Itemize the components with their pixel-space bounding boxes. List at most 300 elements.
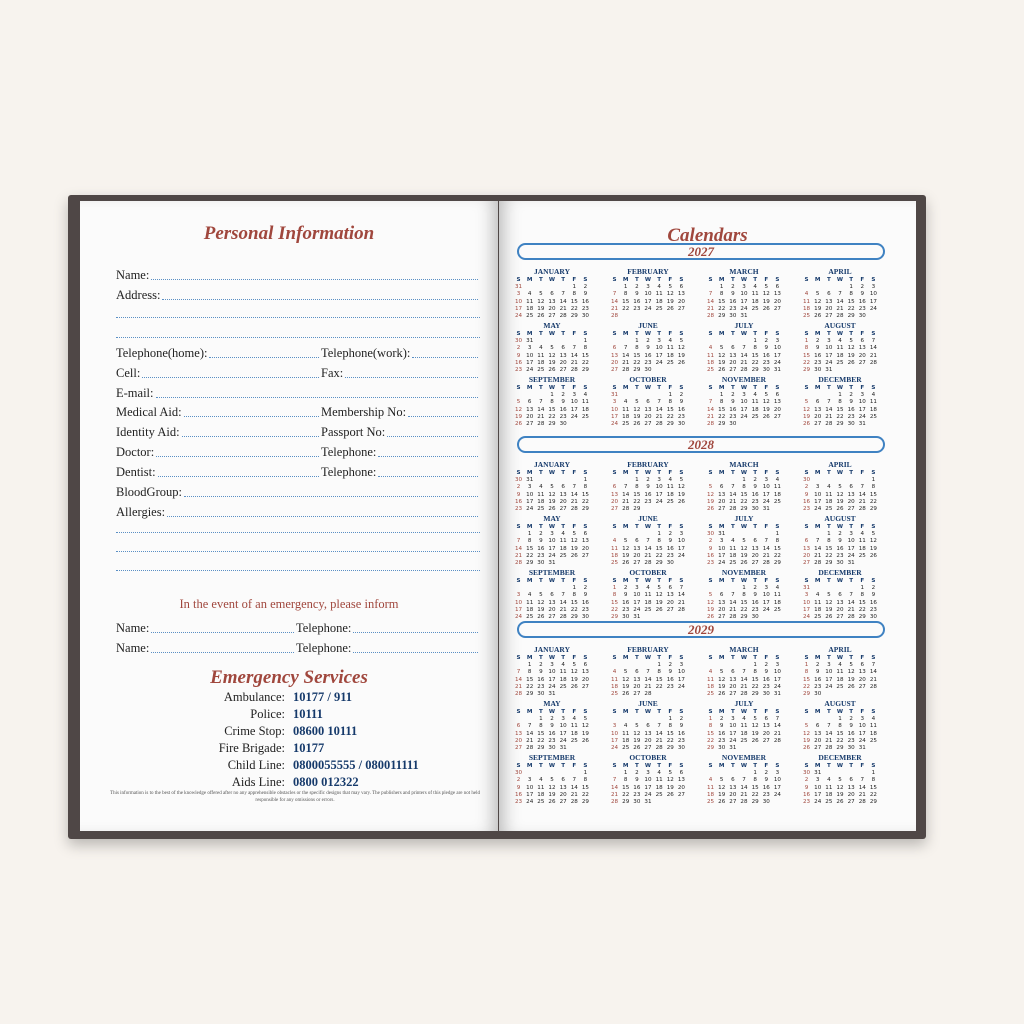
week-row: 14 15 16 17 18 19 20 — [611, 784, 685, 791]
week-row: 16 17 18 19 20 21 22 — [803, 791, 877, 798]
week-row: 30 31 1 — [515, 338, 588, 345]
month-calendar — [705, 699, 783, 752]
week-row: 28 29 30 31 — [515, 560, 556, 567]
week-row: 9 10 11 12 13 14 15 — [804, 491, 877, 498]
contact-name-field[interactable] — [151, 649, 294, 653]
week-row: 18 19 20 21 22 23 24 — [611, 683, 685, 690]
membership-label: Membership No: — [321, 405, 407, 419]
month-name: OCTOBER — [629, 375, 667, 384]
doctor-telephone-label: Telephone: — [321, 445, 377, 459]
week-row: 1 2 3 4 — [838, 716, 876, 723]
week-row: 21 22 23 24 25 26 27 — [515, 683, 589, 690]
passport-field[interactable] — [387, 433, 478, 437]
week-row: 16 17 18 19 20 21 22 — [515, 791, 589, 798]
fax-field[interactable] — [345, 374, 478, 378]
telephone-row — [116, 344, 480, 361]
week-row: 1 2 3 — [753, 338, 780, 345]
week-row: 26 27 28 29 30 31 — [803, 745, 866, 752]
week-row: 2 3 4 5 6 7 8 — [516, 345, 588, 352]
address-field[interactable]: Address: — [116, 286, 480, 303]
contact-telephone-field[interactable] — [353, 649, 478, 653]
doctor-field[interactable] — [156, 453, 319, 457]
medical-aid-label: Medical Aid: — [116, 405, 182, 419]
week-row: 1 2 3 4 5 6 7 — [804, 662, 876, 669]
allergies-line-2[interactable] — [116, 532, 480, 533]
week-row: 27 28 29 30 31 — [803, 560, 855, 567]
week-row: 27 28 29 30 — [611, 367, 652, 374]
week-row: 27 28 29 30 31 — [515, 745, 567, 752]
service-row — [80, 707, 498, 724]
week-row: 1 2 3 4 5 6 — [719, 392, 780, 399]
dentist-telephone-field[interactable] — [378, 473, 478, 477]
week-row: 10 11 12 13 14 15 16 — [611, 406, 685, 413]
weekday-header: S M T W T F S — [804, 578, 876, 584]
weekday-header: S M T W T F S — [804, 655, 876, 661]
address-line-3[interactable] — [116, 337, 480, 338]
week-row: 2 3 4 5 6 7 8 — [516, 777, 588, 784]
week-row: 18 19 20 21 22 23 24 — [803, 305, 877, 312]
weekday-header: S M T W T F S — [516, 277, 588, 283]
month-calendar — [513, 321, 591, 374]
week-row: 19 20 21 22 23 24 25 — [803, 737, 877, 744]
weekday-header: S M T W T F S — [708, 470, 780, 476]
week-row: 6 7 8 9 10 11 12 — [612, 484, 685, 491]
medical-aid-field[interactable] — [184, 413, 319, 417]
week-row: 9 10 11 12 13 14 15 — [516, 491, 589, 498]
week-row: 3 4 5 6 7 8 9 — [612, 399, 684, 406]
week-row: 20 21 22 23 24 25 26 — [611, 359, 685, 366]
week-row: 14 15 16 17 18 19 20 — [707, 298, 781, 305]
month-name: DECEMBER — [818, 753, 862, 762]
week-row: 5 6 7 8 9 10 11 — [708, 592, 781, 599]
week-row: 24 25 26 27 28 29 30 — [515, 313, 589, 320]
month-name: MARCH — [729, 267, 759, 276]
contact-name-label: Name: — [116, 621, 150, 635]
week-row: 17 18 19 20 21 22 23 — [515, 606, 589, 613]
week-row: 2 3 4 5 6 7 8 — [516, 484, 588, 491]
allergies-field[interactable]: Allergies: — [116, 503, 480, 520]
week-row: 7 8 9 10 11 12 13 — [612, 777, 685, 784]
month-name: OCTOBER — [629, 753, 667, 762]
passport-label: Passport No: — [321, 425, 386, 439]
week-row: 7 8 9 10 11 12 13 — [708, 291, 781, 298]
week-row: 9 10 11 12 13 14 15 — [516, 784, 589, 791]
week-row: 16 17 18 19 20 21 22 — [515, 359, 589, 366]
service-label: Police: — [250, 707, 285, 721]
week-row: 1 2 3 4 — [742, 477, 780, 484]
week-row: 23 24 25 26 27 28 29 — [515, 799, 589, 806]
doctor-label: Doctor: — [116, 445, 155, 459]
week-row: 18 19 20 21 22 23 24 — [707, 359, 781, 366]
weekday-header: S M T W T F S — [708, 578, 780, 584]
week-row: 13 14 15 16 17 18 19 — [515, 730, 589, 737]
week-row: 28 29 30 31 — [707, 313, 748, 320]
weekday-header: S M T W T F S — [708, 277, 780, 283]
week-row: 15 16 17 18 19 20 21 — [611, 599, 685, 606]
week-row: 19 20 21 22 23 24 25 — [515, 413, 589, 420]
contact-telephone-field[interactable] — [353, 629, 478, 633]
weekday-header: S M T W T F S — [708, 331, 780, 337]
week-row: 24 25 26 27 28 29 30 — [515, 614, 589, 621]
week-row: 12 13 14 15 16 17 18 — [803, 406, 877, 413]
emergency-services-title: Emergency Services — [210, 667, 368, 688]
service-number: 10177 — [293, 741, 325, 755]
week-row: 7 8 9 10 11 12 13 — [708, 399, 781, 406]
week-row: 22 23 24 25 26 27 28 — [803, 683, 877, 690]
week-row: 19 20 21 22 23 24 25 — [707, 606, 781, 613]
week-row: 4 5 6 7 8 9 10 — [612, 669, 685, 676]
telephone-home-field[interactable] — [209, 354, 319, 358]
disclaimer-text: This information is to the best of the knowledge offered after no any apprehensible obstacles or the specific designs that may vary. The publishers and printers of this pledge are not held responsible for any omissions or errors. — [110, 791, 480, 803]
medical-row — [116, 403, 480, 420]
week-row: 10 11 12 13 14 15 16 — [611, 730, 685, 737]
week-row: 12 13 14 15 16 17 18 — [515, 406, 589, 413]
week-row: 3 4 5 6 7 8 9 — [516, 592, 588, 599]
month-name: MARCH — [729, 645, 759, 654]
service-label: Crime Stop: — [224, 724, 285, 738]
weekday-header: S M T W T F S — [516, 763, 588, 769]
identity-field[interactable] — [182, 433, 319, 437]
contact-name-label: Name: — [116, 641, 150, 655]
week-row: 27 28 29 — [611, 506, 641, 513]
week-row: 30 1 — [803, 477, 876, 484]
identity-row — [116, 423, 480, 440]
week-row: 23 24 25 26 27 28 29 — [803, 506, 877, 513]
week-row: 26 27 28 29 30 — [515, 421, 567, 428]
week-row: 28 29 30 31 — [515, 691, 556, 698]
week-row: 25 26 27 28 29 30 — [611, 560, 674, 567]
service-label: Child Line: — [227, 758, 285, 772]
week-row: 21 22 23 24 25 26 27 — [611, 305, 685, 312]
week-row: 21 22 23 24 25 26 27 — [611, 791, 685, 798]
week-row: 14 15 16 17 18 19 20 — [515, 676, 589, 683]
week-row: 10 11 12 13 14 15 16 — [803, 599, 877, 606]
week-row: 1 2 3 4 5 6 — [719, 284, 780, 291]
weekday-header: S M T W T F S — [612, 277, 684, 283]
service-label: Fire Brigade: — [218, 741, 285, 755]
week-row: 24 25 26 27 28 29 30 — [803, 614, 877, 621]
weekday-header: S M T W T F S — [612, 763, 684, 769]
weekday-header: S M T W T F S — [804, 470, 876, 476]
month-name: DECEMBER — [818, 568, 862, 577]
week-row: 21 22 23 24 25 26 27 — [707, 413, 781, 420]
service-row — [80, 724, 498, 741]
week-row: 13 14 15 16 17 18 19 — [611, 491, 685, 498]
week-row: 24 25 26 27 28 29 30 — [611, 421, 685, 428]
week-row: 12 13 14 15 16 17 18 — [707, 491, 781, 498]
week-row: 23 24 25 26 27 28 29 — [707, 560, 781, 567]
month-name: JANUARY — [534, 267, 570, 276]
month-calendar — [513, 645, 591, 698]
month-calendar — [801, 645, 879, 698]
month-name: APRIL — [828, 267, 852, 276]
weekday-header: S M T W T F S — [612, 385, 684, 391]
week-row: 1 2 3 4 5 — [635, 477, 684, 484]
cell-label: Cell: — [116, 366, 141, 380]
month-calendar — [609, 460, 687, 513]
service-number: 10177 / 911 — [293, 690, 353, 704]
week-row: 5 6 7 8 9 10 11 — [516, 399, 589, 406]
week-row: 1 2 3 4 5 6 7 — [612, 585, 684, 592]
week-row: 29 30 31 — [707, 745, 737, 752]
service-label: Ambulance: — [223, 690, 285, 704]
weekday-header: S M T W T F S — [516, 385, 588, 391]
week-row: 16 17 18 19 20 21 22 — [803, 498, 877, 505]
dentist-field[interactable] — [158, 473, 319, 477]
month-name: SEPTEMBER — [528, 375, 576, 384]
week-row: 3 4 5 6 7 8 9 — [612, 723, 684, 730]
month-calendar — [801, 375, 879, 428]
weekday-header: S M T W T F S — [708, 655, 780, 661]
week-row: 14 15 16 17 18 19 20 — [515, 545, 589, 552]
week-row: 1 2 3 4 5 6 — [527, 531, 588, 538]
membership-field[interactable] — [408, 413, 478, 417]
month-name: NOVEMBER — [721, 753, 767, 762]
week-row: 6 7 8 9 10 11 12 — [516, 723, 589, 730]
week-row: 29 30 31 — [803, 367, 833, 374]
service-number: 08600 10111 — [293, 724, 358, 738]
month-calendar — [609, 375, 687, 428]
month-name: JUNE — [638, 514, 658, 523]
week-row: 3 4 5 6 7 8 9 — [804, 592, 876, 599]
month-name: AUGUST — [824, 514, 856, 523]
week-row: 2 3 4 5 6 7 8 — [708, 538, 780, 545]
month-name: JANUARY — [534, 645, 570, 654]
month-calendar — [513, 267, 591, 320]
dentist-row — [116, 463, 480, 480]
week-row: 13 14 15 16 17 18 19 — [803, 545, 877, 552]
name-field[interactable]: Name: — [116, 266, 480, 283]
month-calendar — [609, 645, 687, 698]
year-header-2027: 2027 — [517, 243, 885, 260]
week-row: 18 19 20 21 22 23 24 — [707, 791, 781, 798]
week-row: 28 29 30 — [707, 421, 737, 428]
weekday-header: S M T W T F S — [708, 385, 780, 391]
dentist-label: Dentist: — [116, 465, 156, 479]
weekday-header: S M T W T F S — [516, 709, 588, 715]
week-row: 1 2 3 4 — [742, 585, 780, 592]
week-row: 25 26 27 28 29 30 31 — [707, 691, 781, 698]
service-number: 0800 012322 — [293, 775, 359, 789]
weekday-header: S M T W T F S — [612, 655, 684, 661]
weekday-header: S M T W T F S — [708, 763, 780, 769]
week-row: 1 2 3 — [657, 531, 684, 538]
contact-telephone-label: Telephone: — [296, 641, 352, 655]
allergies-line-4[interactable] — [116, 570, 480, 571]
month-calendar — [609, 699, 687, 752]
week-row: 17 18 19 20 21 22 23 — [515, 305, 589, 312]
address-line-2[interactable] — [116, 317, 480, 318]
weekday-header: S M T W T F S — [708, 524, 780, 530]
month-calendar — [609, 568, 687, 621]
week-row: 2 3 4 5 6 7 8 — [804, 484, 876, 491]
weekday-header: S M T W T F S — [516, 331, 588, 337]
week-row: 4 5 6 7 8 9 10 — [804, 291, 877, 298]
week-row: 1 2 3 — [657, 662, 684, 669]
calendars-title: Calendars — [667, 225, 748, 246]
week-row: 7 8 9 10 11 12 13 — [516, 669, 589, 676]
month-calendar — [801, 267, 879, 320]
week-row: 12 13 14 15 16 17 18 — [707, 599, 781, 606]
week-row: 28 — [611, 313, 619, 320]
weekday-header: S M T W T F S — [612, 331, 684, 337]
week-row: 10 11 12 13 14 15 16 — [515, 599, 589, 606]
weekday-header: S M T W T F S — [804, 709, 876, 715]
email-field[interactable]: E-mail: — [116, 384, 480, 401]
weekday-header: S M T W T F S — [516, 655, 588, 661]
weekday-header: S M T W T F S — [612, 709, 684, 715]
weekday-header: S M T W T F S — [516, 470, 588, 476]
week-row: 1 2 3 4 5 6 — [527, 662, 588, 669]
month-name: JUNE — [638, 699, 658, 708]
blood-group-field[interactable]: BloodGroup: — [116, 483, 480, 500]
weekday-header: S M T W T F S — [612, 524, 684, 530]
service-row — [80, 758, 498, 775]
week-row: 10 11 12 13 14 15 16 — [515, 298, 589, 305]
weekday-header: S M T W T F S — [804, 763, 876, 769]
week-row: 9 10 11 12 13 14 15 — [708, 545, 781, 552]
week-row: 8 9 10 11 12 13 14 — [804, 669, 877, 676]
week-row: 15 16 17 18 19 20 21 — [707, 730, 781, 737]
weekday-header: S M T W T F S — [708, 709, 780, 715]
week-row: 8 9 10 11 12 13 14 — [612, 592, 685, 599]
week-row: 4 5 6 7 8 9 10 — [708, 669, 781, 676]
month-name: JULY — [734, 321, 754, 330]
week-row: 4 5 6 7 8 9 10 — [708, 345, 781, 352]
week-row: 19 20 21 22 23 24 25 — [707, 498, 781, 505]
weekday-header: S M T W T F S — [804, 524, 876, 530]
emergency-inform-text: In the event of an emergency, please inform — [179, 597, 399, 611]
month-name: SEPTEMBER — [528, 753, 576, 762]
week-row: 20 21 22 23 24 25 26 — [803, 552, 877, 559]
week-row: 3 4 5 6 7 8 9 — [516, 291, 588, 298]
emergency-contact-2 — [116, 639, 480, 656]
week-row: 12 13 14 15 16 17 18 — [803, 730, 877, 737]
cell-fax-row — [116, 364, 480, 381]
week-row: 21 22 23 24 25 26 27 — [515, 552, 589, 559]
week-row: 31 1 2 — [515, 284, 588, 291]
month-calendar — [609, 321, 687, 374]
week-row: 1 2 3 4 — [550, 392, 588, 399]
week-row: 9 10 11 12 13 14 15 — [804, 784, 877, 791]
dentist-telephone-label: Telephone: — [321, 465, 377, 479]
month-calendar — [801, 568, 879, 621]
telephone-home-label: Telephone(home): — [116, 346, 208, 360]
week-row: 1 2 3 — [753, 770, 780, 777]
week-row: 15 16 17 18 19 20 21 — [803, 676, 877, 683]
month-calendar — [705, 645, 783, 698]
week-row: 1 2 3 — [753, 662, 780, 669]
month-calendar — [513, 514, 591, 567]
week-row: 17 18 19 20 21 22 23 — [611, 413, 685, 420]
week-row: 19 20 21 22 23 24 25 — [803, 413, 877, 420]
week-row: 25 26 27 28 29 30 — [803, 313, 866, 320]
month-name: MAY — [543, 514, 561, 523]
month-calendar — [609, 267, 687, 320]
month-name: FEBRUARY — [627, 645, 669, 654]
month-calendar — [513, 699, 591, 752]
weekday-header: S M T W T F S — [804, 385, 876, 391]
week-row: 2 3 4 5 6 7 8 — [804, 777, 876, 784]
week-row: 1 2 3 — [849, 284, 876, 291]
service-number: 0800055555 / 080011111 — [293, 758, 419, 772]
month-name: AUGUST — [824, 699, 856, 708]
weekday-header: S M T W T F S — [612, 470, 684, 476]
month-name: DECEMBER — [818, 375, 862, 384]
month-calendar — [705, 514, 783, 567]
month-name: FEBRUARY — [627, 267, 669, 276]
week-row: 23 24 25 26 27 28 29 — [515, 506, 589, 513]
month-calendar — [801, 460, 879, 513]
week-row: 24 25 26 27 28 29 30 — [611, 745, 685, 752]
allergies-line-3[interactable] — [116, 551, 480, 552]
identity-label: Identity Aid: — [116, 425, 180, 439]
week-row: 11 12 13 14 15 16 17 — [707, 676, 781, 683]
month-name: AUGUST — [824, 321, 856, 330]
month-name: JANUARY — [534, 460, 570, 469]
week-row: 6 7 8 9 10 11 12 — [612, 345, 685, 352]
personal-information-title: Personal Information — [203, 223, 375, 244]
week-row: 25 26 27 28 29 30 31 — [707, 367, 781, 374]
cell-field[interactable] — [142, 374, 319, 378]
month-name: JULY — [734, 514, 754, 523]
week-row: 30 31 1 — [515, 477, 588, 484]
month-name: JUNE — [638, 321, 658, 330]
month-name: JULY — [734, 699, 754, 708]
weekday-header: S M T W T F S — [516, 524, 588, 530]
month-name: NOVEMBER — [721, 375, 767, 384]
week-row: 1 2 3 4 5 6 — [623, 284, 684, 291]
telephone-work-field[interactable] — [412, 354, 478, 358]
week-row: 1 2 3 4 5 6 7 — [804, 338, 876, 345]
week-row: 1 2 3 4 5 — [539, 716, 588, 723]
week-row: 1 2 — [668, 716, 684, 723]
month-name: APRIL — [828, 645, 852, 654]
week-row: 16 17 18 19 20 21 22 — [515, 498, 589, 505]
diary-cover — [68, 195, 926, 839]
week-row: 31 1 2 — [611, 392, 684, 399]
weekday-header: S M T W T F S — [612, 578, 684, 584]
month-name: MAY — [543, 321, 561, 330]
month-calendar — [705, 321, 783, 374]
week-row: 28 29 30 31 — [611, 799, 652, 806]
month-calendar — [705, 460, 783, 513]
week-row: 20 21 22 23 24 25 26 — [515, 737, 589, 744]
week-row: 1 2 3 4 5 6 7 — [708, 716, 780, 723]
week-row: 30 31 1 — [803, 770, 876, 777]
doctor-telephone-field[interactable] — [378, 453, 478, 457]
week-row: 1 2 — [572, 585, 588, 592]
month-name: SEPTEMBER — [528, 568, 576, 577]
week-row: 11 12 13 14 15 16 17 — [611, 545, 685, 552]
week-row: 11 12 13 14 15 16 17 — [803, 298, 877, 305]
month-name: OCTOBER — [629, 568, 667, 577]
personal-information-page — [80, 201, 498, 831]
week-row: 29 30 31 — [611, 614, 641, 621]
month-name: MARCH — [729, 460, 759, 469]
week-row: 23 24 25 26 27 28 29 — [515, 367, 589, 374]
week-row: 4 5 6 7 8 9 10 — [612, 538, 685, 545]
contact-name-field[interactable] — [151, 629, 294, 633]
service-label: Aids Line: — [231, 775, 285, 789]
week-row: 5 6 7 8 9 10 11 — [708, 484, 781, 491]
week-row: 9 10 11 12 13 14 15 — [516, 352, 589, 359]
month-name: MAY — [543, 699, 561, 708]
month-calendar — [609, 753, 687, 806]
year-header-2029: 2029 — [517, 621, 885, 638]
week-row: 30 31 1 — [707, 531, 780, 538]
week-row: 22 23 24 25 26 27 28 — [803, 359, 877, 366]
